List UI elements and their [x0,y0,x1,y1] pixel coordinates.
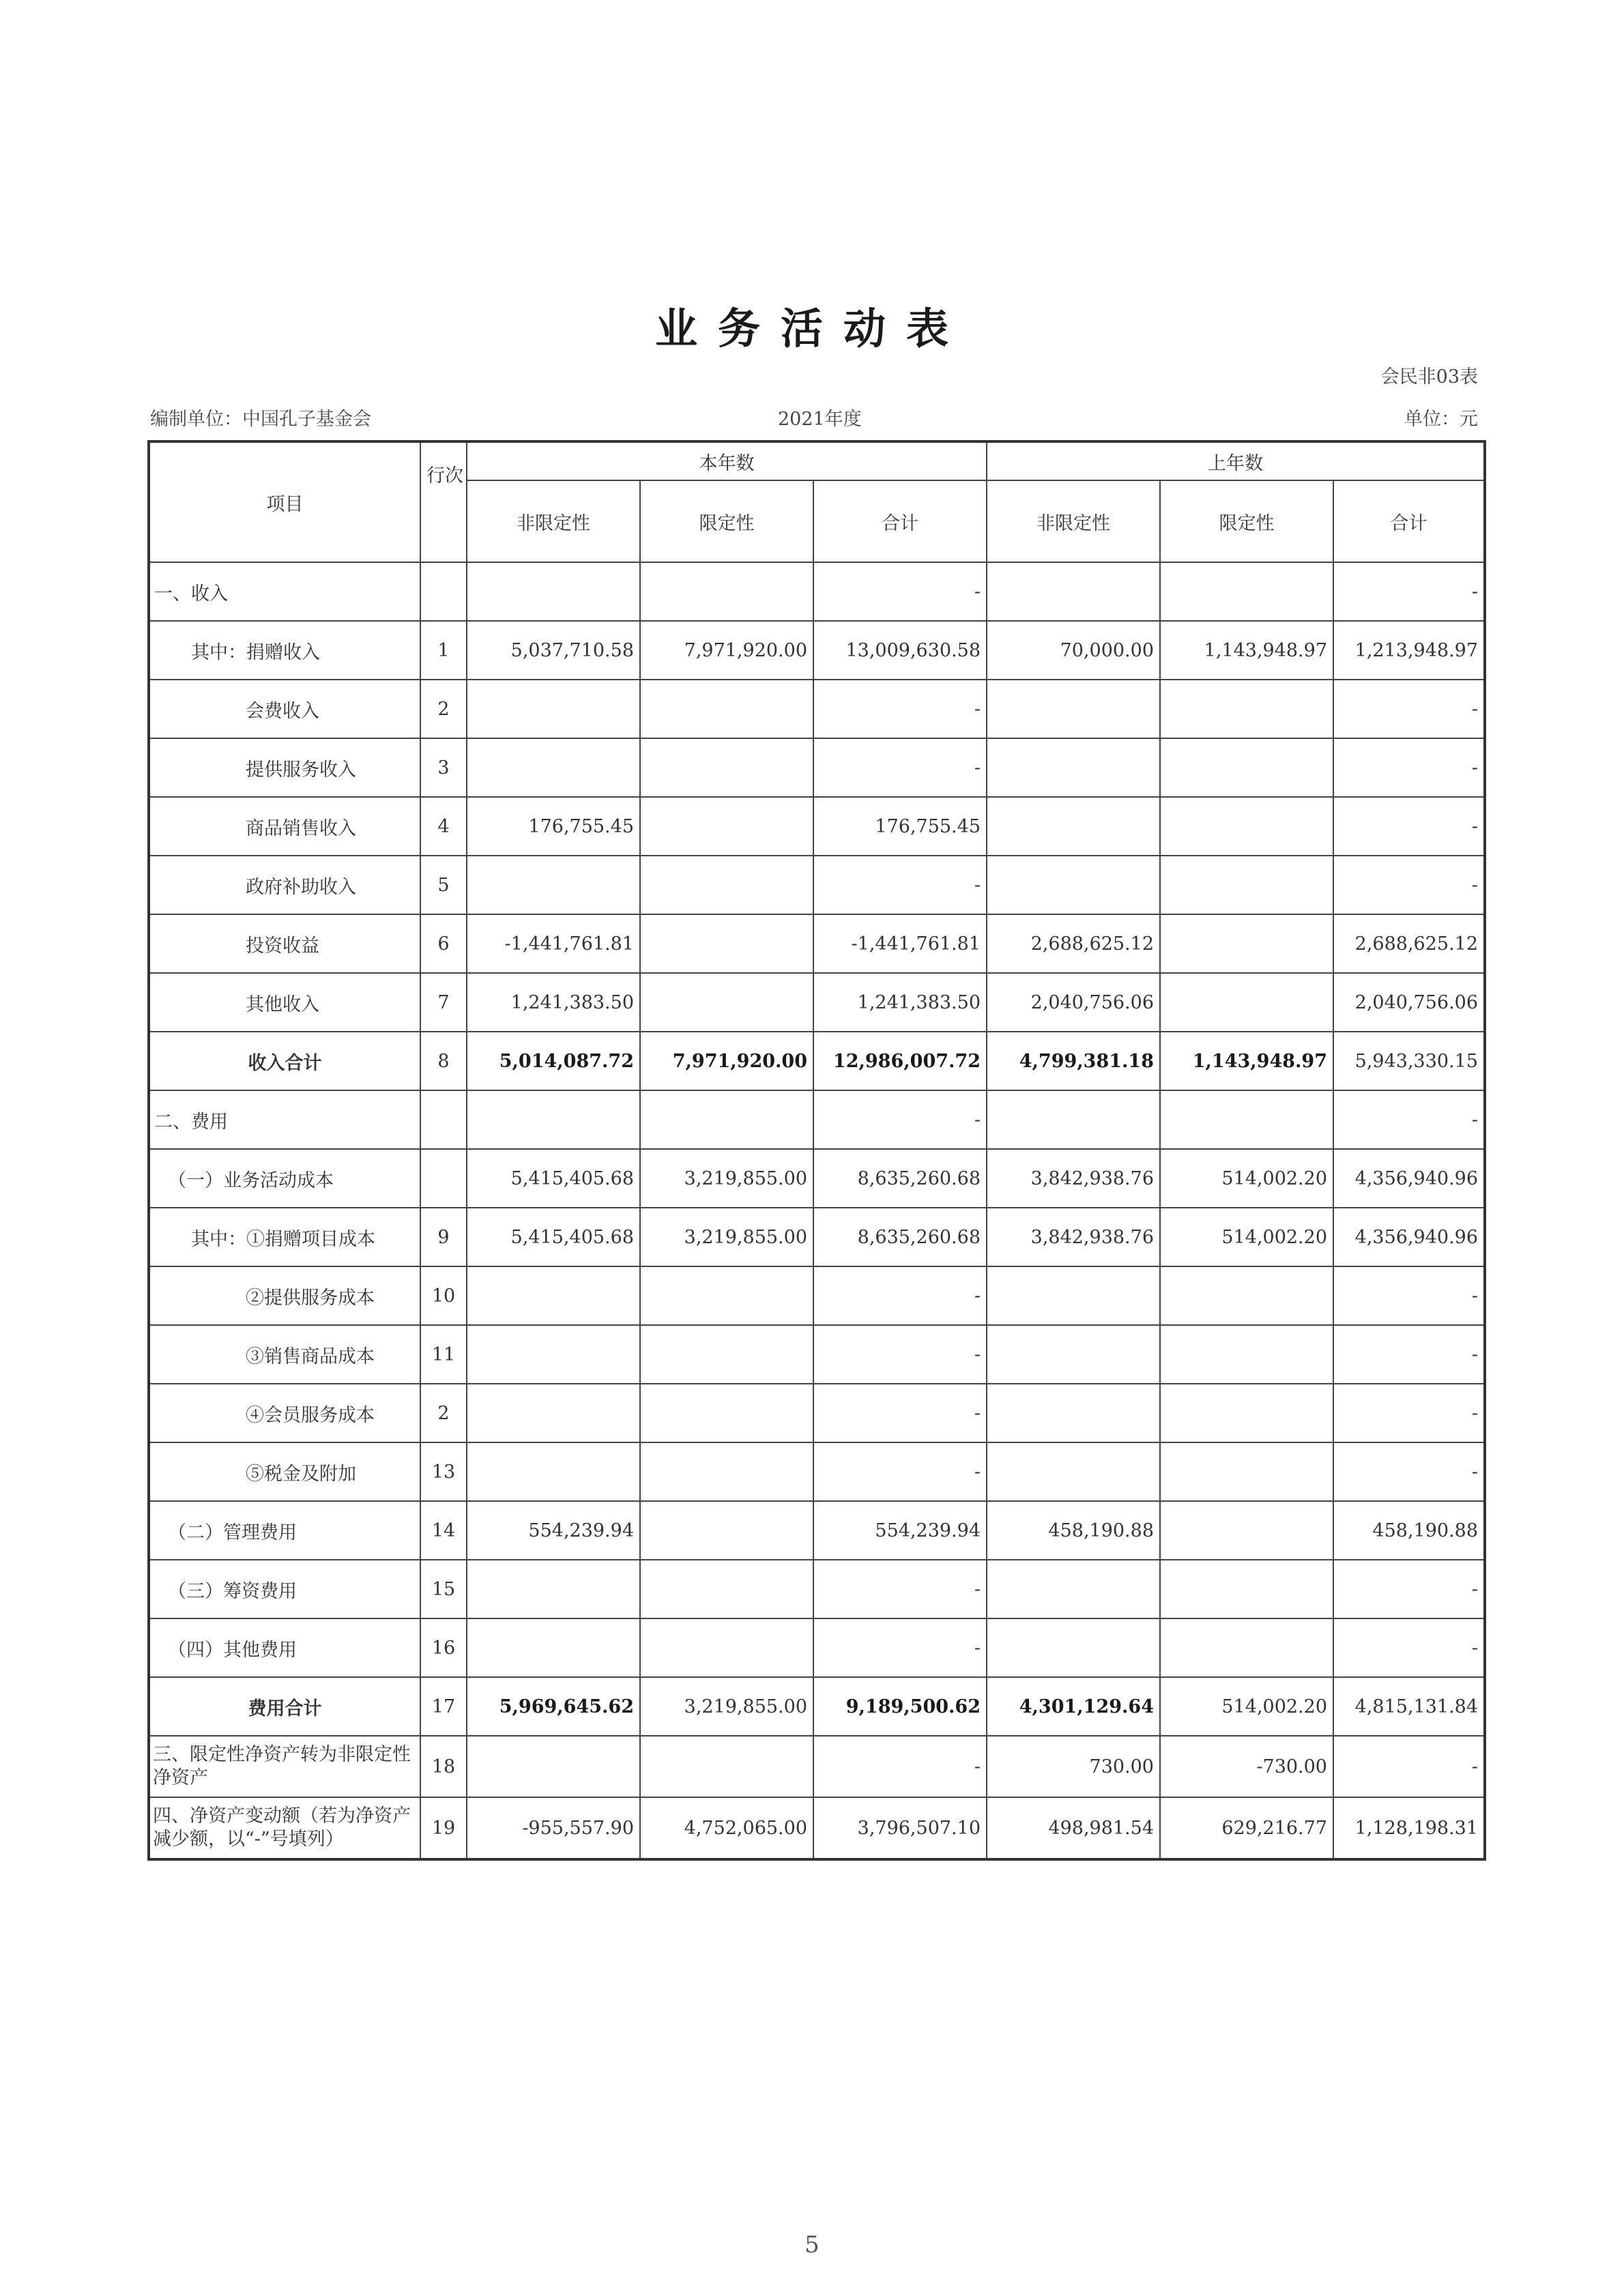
table-row [149,1677,1485,1736]
amount-cell-cy-r [640,797,813,856]
row-item-label: ⑤税金及附加 [149,1442,420,1501]
row-item-label: 费用合计 [149,1677,420,1736]
row-line-number [420,1090,467,1149]
amount-cell-cy-r [640,1736,813,1797]
amount-cell-py-u [987,738,1160,797]
row-item-label: 三、限定性净资产转为非限定性净资产 [149,1736,420,1797]
fiscal-period: 2021年度 [778,409,862,430]
amount-cell-py-t: - [1333,1266,1485,1325]
amount-cell-cy-t: - [813,1325,987,1384]
amount-cell-cy-t: 1,241,383.50 [813,973,987,1032]
organization-label: 编制单位：中国孔子基金会 [150,409,371,430]
amount-cell-cy-u: 5,014,087.72 [467,1032,640,1090]
amount-cell-py-u [987,1325,1160,1384]
amount-cell-cy-r: 3,219,855.00 [640,1677,813,1736]
amount-cell-py-r [1160,797,1333,856]
amount-cell-py-t: - [1333,738,1485,797]
form-code: 会民非03表 [1380,366,1478,388]
amount-cell-py-u: 498,981.54 [987,1797,1160,1859]
amount-cell-cy-t: - [813,738,987,797]
table-row [149,1090,1485,1149]
amount-cell-py-r [1160,738,1333,797]
amount-cell-py-u [987,1442,1160,1501]
amount-cell-py-t: 4,815,131.84 [1333,1677,1485,1736]
amount-cell-cy-t: - [813,1736,987,1797]
currency-unit-label: 单位：元 [1404,409,1478,430]
amount-cell-cy-t: - [813,1090,987,1149]
row-item-label: 四、净资产变动额（若为净资产减少额，以“-”号填列） [149,1797,420,1859]
table-row [149,1442,1485,1501]
amount-cell-cy-t: 554,239.94 [813,1501,987,1560]
amount-cell-cy-r [640,680,813,738]
amount-cell-cy-u [467,738,640,797]
amount-cell-cy-t: - [813,1442,987,1501]
row-item-label: ③销售商品成本 [149,1325,420,1384]
row-item-label: （二）管理费用 [149,1501,420,1560]
row-item-label: 会费收入 [149,680,420,738]
row-line-number: 3 [420,738,467,797]
amount-cell-py-t: 5,943,330.15 [1333,1032,1485,1090]
amount-cell-cy-u [467,856,640,914]
amount-cell-cy-t: - [813,680,987,738]
amount-cell-py-t: 1,213,948.97 [1333,621,1485,680]
amount-cell-cy-t: 8,635,260.68 [813,1149,987,1208]
row-line-number: 9 [420,1208,467,1266]
header-py-unrestricted: 非限定性 [987,480,1160,562]
row-line-number: 4 [420,797,467,856]
row-line-number: 6 [420,914,467,973]
table-row [149,1325,1485,1384]
amount-cell-py-u [987,1090,1160,1149]
table-row [149,1736,1485,1797]
amount-cell-py-t: - [1333,1325,1485,1384]
amount-cell-cy-u [467,1560,640,1618]
row-line-number: 2 [420,680,467,738]
activity-statement-table [147,440,1486,1861]
amount-cell-cy-t: 12,986,007.72 [813,1032,987,1090]
amount-cell-py-u: 3,842,938.76 [987,1208,1160,1266]
amount-cell-cy-r: 4,752,065.00 [640,1797,813,1859]
row-line-number: 16 [420,1618,467,1677]
amount-cell-cy-r [640,1384,813,1442]
amount-cell-cy-t: - [813,1560,987,1618]
amount-cell-cy-r [640,914,813,973]
row-item-label: 一、收入 [149,562,420,621]
row-line-number: 11 [420,1325,467,1384]
amount-cell-cy-r: 3,219,855.00 [640,1208,813,1266]
amount-cell-cy-u [467,1618,640,1677]
amount-cell-py-t: - [1333,797,1485,856]
table-row [149,973,1485,1032]
row-line-number: 8 [420,1032,467,1090]
amount-cell-cy-r [640,738,813,797]
amount-cell-cy-t: - [813,856,987,914]
row-line-number [420,562,467,621]
amount-cell-py-r [1160,914,1333,973]
table-row [149,738,1485,797]
amount-cell-py-t: 2,040,756.06 [1333,973,1485,1032]
amount-cell-py-t: 1,128,198.31 [1333,1797,1485,1859]
amount-cell-py-r [1160,1384,1333,1442]
amount-cell-py-u: 458,190.88 [987,1501,1160,1560]
amount-cell-cy-u: 5,969,645.62 [467,1677,640,1736]
row-item-label: （一）业务活动成本 [149,1149,420,1208]
row-line-number: 5 [420,856,467,914]
header-cy-unrestricted: 非限定性 [467,480,640,562]
row-line-number: 10 [420,1266,467,1325]
amount-cell-py-r: 514,002.20 [1160,1149,1333,1208]
amount-cell-cy-u: 5,415,405.68 [467,1208,640,1266]
amount-cell-py-r [1160,1442,1333,1501]
amount-cell-cy-r [640,1501,813,1560]
row-item-label: （三）筹资费用 [149,1560,420,1618]
amount-cell-cy-u [467,680,640,738]
amount-cell-py-t: - [1333,680,1485,738]
report-title: 业务活动表 [654,304,969,353]
amount-cell-py-u [987,856,1160,914]
amount-cell-py-t: - [1333,1618,1485,1677]
amount-cell-py-t: - [1333,1736,1485,1797]
row-item-label: 二、费用 [149,1090,420,1149]
amount-cell-py-u [987,1618,1160,1677]
amount-cell-py-u [987,1560,1160,1618]
amount-cell-cy-u [467,1266,640,1325]
table-row [149,1208,1485,1266]
table-row [149,1384,1485,1442]
row-item-label: 收入合计 [149,1032,420,1090]
row-item-label: 其他收入 [149,973,420,1032]
amount-cell-cy-t: - [813,562,987,621]
amount-cell-py-r: 514,002.20 [1160,1208,1333,1266]
table-row [149,914,1485,973]
row-item-label: 投资收益 [149,914,420,973]
amount-cell-cy-u [467,562,640,621]
table-row [149,797,1485,856]
amount-cell-py-u [987,562,1160,621]
amount-cell-cy-t: 13,009,630.58 [813,621,987,680]
amount-cell-cy-r [640,1618,813,1677]
amount-cell-py-r: -730.00 [1160,1736,1333,1797]
header-py-total: 合计 [1333,480,1485,562]
header-prior-year: 上年数 [987,441,1485,480]
amount-cell-cy-t: - [813,1384,987,1442]
amount-cell-py-t: - [1333,1560,1485,1618]
amount-cell-cy-r [640,973,813,1032]
amount-cell-py-u: 4,301,129.64 [987,1677,1160,1736]
header-line-no: 行次 [420,441,467,562]
row-line-number: 2 [420,1384,467,1442]
header-item: 项目 [149,441,420,562]
amount-cell-cy-r [640,1266,813,1325]
amount-cell-cy-r: 7,971,920.00 [640,1032,813,1090]
row-line-number: 7 [420,973,467,1032]
amount-cell-py-u [987,1266,1160,1325]
amount-cell-py-u: 2,040,756.06 [987,973,1160,1032]
row-item-label: ②提供服务成本 [149,1266,420,1325]
amount-cell-cy-r [640,1442,813,1501]
table-row [149,1560,1485,1618]
header-py-restricted: 限定性 [1160,480,1333,562]
amount-cell-cy-u: -955,557.90 [467,1797,640,1859]
amount-cell-cy-u: 5,037,710.58 [467,621,640,680]
amount-cell-py-r [1160,1560,1333,1618]
row-line-number: 14 [420,1501,467,1560]
amount-cell-cy-t: 3,796,507.10 [813,1797,987,1859]
row-item-label: 提供服务收入 [149,738,420,797]
amount-cell-cy-r [640,856,813,914]
amount-cell-py-r: 1,143,948.97 [1160,621,1333,680]
amount-cell-py-u [987,797,1160,856]
amount-cell-py-t: - [1333,562,1485,621]
amount-cell-cy-t: -1,441,761.81 [813,914,987,973]
amount-cell-py-r [1160,1618,1333,1677]
amount-cell-cy-u [467,1325,640,1384]
amount-cell-cy-r [640,1090,813,1149]
amount-cell-py-u: 730.00 [987,1736,1160,1797]
amount-cell-cy-u: 554,239.94 [467,1501,640,1560]
amount-cell-py-r [1160,1325,1333,1384]
amount-cell-py-u: 3,842,938.76 [987,1149,1160,1208]
amount-cell-cy-r: 3,219,855.00 [640,1149,813,1208]
amount-cell-cy-r [640,1560,813,1618]
table-row [149,1266,1485,1325]
amount-cell-py-t: 2,688,625.12 [1333,914,1485,973]
amount-cell-py-r [1160,856,1333,914]
table-row [149,680,1485,738]
header-cy-restricted: 限定性 [640,480,813,562]
amount-cell-cy-t: 176,755.45 [813,797,987,856]
amount-cell-cy-t: 8,635,260.68 [813,1208,987,1266]
row-line-number: 18 [420,1736,467,1797]
amount-cell-cy-r [640,562,813,621]
amount-cell-cy-u [467,1736,640,1797]
amount-cell-py-r: 514,002.20 [1160,1677,1333,1736]
header-current-year: 本年数 [467,441,987,480]
amount-cell-py-r [1160,680,1333,738]
amount-cell-py-u: 2,688,625.12 [987,914,1160,973]
amount-cell-py-u: 70,000.00 [987,621,1160,680]
row-line-number: 17 [420,1677,467,1736]
amount-cell-py-t: - [1333,856,1485,914]
row-line-number: 19 [420,1797,467,1859]
amount-cell-py-t: 4,356,940.96 [1333,1149,1485,1208]
amount-cell-py-t: 4,356,940.96 [1333,1208,1485,1266]
amount-cell-py-u [987,1384,1160,1442]
row-item-label: 政府补助收入 [149,856,420,914]
page-number: 5 [804,2231,820,2258]
amount-cell-py-r: 1,143,948.97 [1160,1032,1333,1090]
amount-cell-cy-u [467,1442,640,1501]
table-row [149,1032,1485,1090]
amount-cell-cy-u [467,1384,640,1442]
row-line-number: 13 [420,1442,467,1501]
row-item-label: 其中：捐赠收入 [149,621,420,680]
row-line-number: 1 [420,621,467,680]
amount-cell-py-u [987,680,1160,738]
amount-cell-py-t: - [1333,1384,1485,1442]
row-line-number: 15 [420,1560,467,1618]
row-line-number [420,1149,467,1208]
table-row [149,562,1485,621]
amount-cell-cy-r [640,1325,813,1384]
amount-cell-py-r [1160,1090,1333,1149]
amount-cell-py-t: - [1333,1090,1485,1149]
amount-cell-py-r [1160,973,1333,1032]
row-item-label: 其中：①捐赠项目成本 [149,1208,420,1266]
amount-cell-py-u: 4,799,381.18 [987,1032,1160,1090]
table-row [149,1149,1485,1208]
table-row [149,1797,1485,1859]
table-row [149,1501,1485,1560]
amount-cell-py-t: 458,190.88 [1333,1501,1485,1560]
amount-cell-cy-u: -1,441,761.81 [467,914,640,973]
amount-cell-cy-u: 1,241,383.50 [467,973,640,1032]
amount-cell-cy-u [467,1090,640,1149]
amount-cell-cy-u: 176,755.45 [467,797,640,856]
table-row [149,621,1485,680]
amount-cell-py-r [1160,1266,1333,1325]
amount-cell-py-r [1160,562,1333,621]
table-row [149,856,1485,914]
amount-cell-cy-r: 7,971,920.00 [640,621,813,680]
amount-cell-py-r: 629,216.77 [1160,1797,1333,1859]
amount-cell-cy-u: 5,415,405.68 [467,1149,640,1208]
amount-cell-py-t: - [1333,1442,1485,1501]
amount-cell-py-r [1160,1501,1333,1560]
row-item-label: 商品销售收入 [149,797,420,856]
table-row [149,1618,1485,1677]
row-item-label: ④会员服务成本 [149,1384,420,1442]
header-cy-total: 合计 [813,480,987,562]
amount-cell-cy-t: - [813,1618,987,1677]
amount-cell-cy-t: - [813,1266,987,1325]
amount-cell-cy-t: 9,189,500.62 [813,1677,987,1736]
row-item-label: （四）其他费用 [149,1618,420,1677]
